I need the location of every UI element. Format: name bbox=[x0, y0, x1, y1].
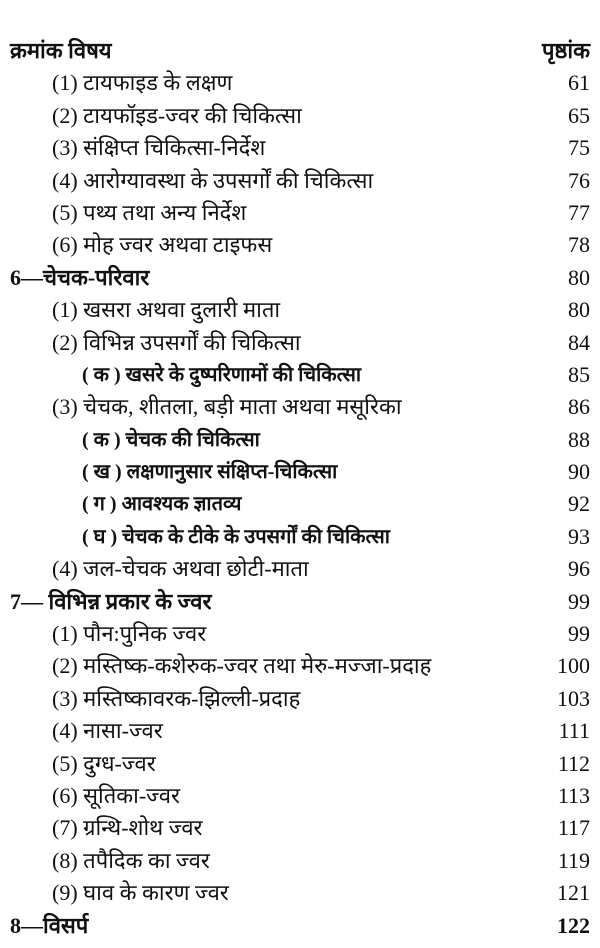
entry-page-number: 92 bbox=[568, 491, 590, 517]
toc-entry bbox=[0, 294, 600, 326]
entry-page-number: 86 bbox=[568, 394, 590, 420]
toc-subentry bbox=[0, 359, 600, 391]
entry-title: (5) पथ्य तथा अन्य निर्देश bbox=[52, 199, 247, 225]
entry-title: 8—विसर्प bbox=[10, 912, 89, 938]
entry-title: (7) ग्रन्थि-शोथ ज्वर bbox=[52, 815, 203, 841]
entry-title: (4) जल-चेचक अथवा छोटी-माता bbox=[52, 556, 309, 582]
header-page-number: पृष्ठांक bbox=[541, 38, 590, 63]
entry-page-number: 80 bbox=[568, 264, 590, 290]
toc-entry bbox=[0, 100, 600, 132]
toc-subentry bbox=[0, 456, 600, 488]
toc-entry bbox=[0, 67, 600, 99]
entry-page-number: 84 bbox=[568, 329, 590, 355]
entry-title: (6) सूतिका-ज्वर bbox=[52, 782, 180, 808]
entry-page-number: 122 bbox=[557, 912, 590, 938]
entry-page-number: 111 bbox=[558, 718, 590, 744]
entry-title: (3) चेचक, शीतला, बड़ी माता अथवा मसूरिका bbox=[52, 394, 402, 420]
toc-entry bbox=[0, 715, 600, 747]
toc-chapter bbox=[0, 586, 600, 618]
entry-title: (3) मस्तिष्कावरक-झिल्ली-प्रदाह bbox=[52, 685, 301, 711]
entry-page-number: 77 bbox=[568, 199, 590, 225]
toc-entry bbox=[0, 650, 600, 682]
header-serial-subject: क्रमांक विषय bbox=[10, 38, 112, 63]
entry-title: (1) खसरा अथवा दुलारी माता bbox=[52, 297, 281, 323]
toc-entry bbox=[0, 197, 600, 229]
toc-subentry bbox=[0, 521, 600, 553]
toc-entry bbox=[0, 618, 600, 650]
toc-entry bbox=[0, 748, 600, 780]
toc-entry bbox=[0, 845, 600, 877]
entry-title: (2) मस्तिष्क-कशेरुक-ज्वर तथा मेरु-मज्जा-प्रदाह bbox=[52, 653, 432, 679]
entry-page-number: 65 bbox=[568, 102, 590, 128]
entry-title: (8) तपैदिक का ज्वर bbox=[52, 847, 210, 873]
entry-page-number: 75 bbox=[568, 135, 590, 161]
entry-title: (4) आरोग्यावस्था के उपसर्गों की चिकित्सा bbox=[52, 167, 374, 193]
entry-page-number: 96 bbox=[568, 556, 590, 582]
toc-entry bbox=[0, 780, 600, 812]
toc-entry bbox=[0, 229, 600, 261]
toc-entry bbox=[0, 132, 600, 164]
toc-entry bbox=[0, 391, 600, 423]
entry-page-number: 61 bbox=[568, 70, 590, 96]
table-of-contents bbox=[0, 35, 600, 942]
entry-title: ( क ) चेचक की चिकित्सा bbox=[82, 428, 260, 451]
entry-page-number: 113 bbox=[557, 782, 590, 808]
entry-title: (9) घाव के कारण ज्वर bbox=[52, 880, 229, 906]
entry-page-number: 76 bbox=[568, 167, 590, 193]
entry-title: (1) टायफाइड के लक्षण bbox=[52, 70, 233, 96]
entry-page-number: 117 bbox=[557, 815, 590, 841]
entry-title: (2) विभिन्न उपसर्गों की चिकित्सा bbox=[52, 329, 301, 355]
entry-page-number: 93 bbox=[568, 523, 590, 549]
toc-chapter bbox=[0, 262, 600, 294]
toc-entry bbox=[0, 327, 600, 359]
entry-page-number: 90 bbox=[568, 459, 590, 485]
toc-header bbox=[0, 35, 600, 67]
toc-chapter bbox=[0, 910, 600, 942]
entry-page-number: 99 bbox=[568, 588, 590, 614]
toc-entry bbox=[0, 553, 600, 585]
entry-title: (1) पौन:पुनिक ज्वर bbox=[52, 621, 207, 647]
entry-title: ( ग ) आवश्यक ज्ञातव्य bbox=[82, 493, 242, 516]
entry-page-number: 99 bbox=[568, 621, 590, 647]
entry-title: 7— विभिन्न प्रकार के ज्वर bbox=[10, 588, 212, 614]
entry-title: 6—चेचक-परिवार bbox=[10, 264, 150, 290]
entry-page-number: 80 bbox=[568, 297, 590, 323]
toc-entry bbox=[0, 812, 600, 844]
entry-title: (2) टायफॉइड-ज्वर की चिकित्सा bbox=[52, 102, 302, 128]
entry-page-number: 121 bbox=[557, 880, 590, 906]
toc-entry bbox=[0, 877, 600, 909]
entry-page-number: 119 bbox=[557, 847, 590, 873]
toc-subentry bbox=[0, 488, 600, 520]
entry-page-number: 88 bbox=[568, 426, 590, 452]
entry-page-number: 103 bbox=[557, 685, 590, 711]
entry-title: (4) नासा-ज्वर bbox=[52, 718, 163, 744]
entry-page-number: 85 bbox=[568, 361, 590, 387]
entry-title: (5) दुग्ध-ज्वर bbox=[52, 750, 156, 776]
toc-subentry bbox=[0, 424, 600, 456]
entry-page-number: 112 bbox=[557, 750, 590, 776]
entry-title: ( ख ) लक्षणानुसार संक्षिप्त-चिकित्सा bbox=[82, 461, 338, 484]
toc-entry bbox=[0, 165, 600, 197]
entry-page-number: 78 bbox=[568, 232, 590, 258]
entry-title: (3) संक्षिप्त चिकित्सा-निर्देश bbox=[52, 135, 266, 161]
entry-title: (6) मोह ज्वर अथवा टाइफस bbox=[52, 232, 273, 258]
entry-title: ( घ ) चेचक के टीके के उपसर्गों की चिकित्सा bbox=[82, 525, 390, 548]
toc-entry bbox=[0, 683, 600, 715]
entry-title: ( क ) खसरे के दुष्परिणामों की चिकित्सा bbox=[82, 363, 362, 386]
entry-page-number: 100 bbox=[557, 653, 590, 679]
